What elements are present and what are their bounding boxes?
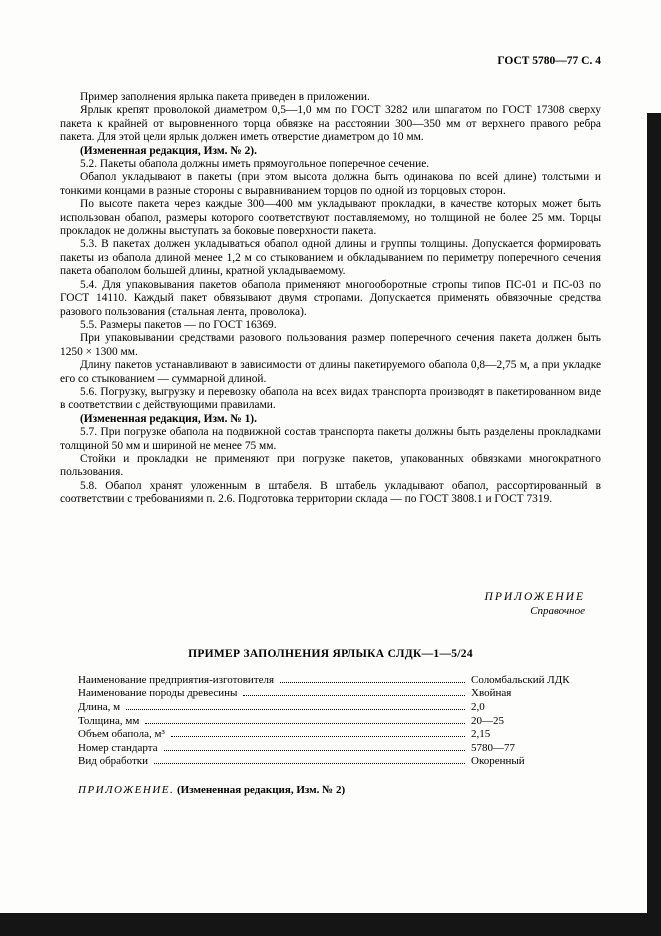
appendix-title: ПРИЛОЖЕНИЕ [484,590,585,603]
ticket-entry [78,701,583,715]
entry-label: Наименование породы древесины [78,687,238,700]
ticket-entry [78,728,583,742]
paragraph: 5.4. Для упаковывания пакетов обапола применяют многооборотные стропы типов ПС-01 и ПС-03 по ГОСТ 14110. Каждый пакет обвязывают двумя стропами. Допускается применять обвязочные средства разового пользования (стальная лента, проволока). [60,278,601,318]
appendix-heading: ПРИМЕР ЗАПОЛНЕНИЯ ЯРЛЫКА СЛДК—1—5/24 [188,648,473,661]
page-header: ГОСТ 5780—77 С. 4 [497,55,601,67]
paragraph: 5.7. При погрузке обапола на подвижной состав транспорта пакеты должны быть разделены прокладками толщиной 50 мм и шириной не менее 75 мм. [60,426,601,452]
footer-note-label: ПРИЛОЖЕНИЕ. [78,783,175,796]
entry-label: Наименование предприятия-изготовителя [78,673,275,686]
ticket-example-list [60,674,601,769]
paragraph: Обапол укладывают в пакеты (при этом высота должна быть одинакова по всей длине) толстыми и тонкими концами в разные стороны с выравниванием торцов по одной из торцовых сторон. [60,171,601,197]
paragraph: 5.8. Обапол хранят уложенным в штабеля. В штабель укладывают обапол, рассортированный в соответствии с требованиями п. 2.6. Подготовка территории склада — по ГОСТ 3808.1 и ГОСТ 7319. [60,479,601,506]
paragraph: 5.5. Размеры пакетов — по ГОСТ 16369. [80,318,277,331]
paragraph: По высоте пакета через каждые 300—400 мм укладывают прокладки, в качестве которых может быть использован обапол, размеры которого соответствуют поставляемому, но толщиной не более 25 мм. Торцы прокладок не должны выступать за боковые поверхности пакета. [60,198,601,238]
footer-note-amendment: (Измененная редакция, Изм. № 2) [176,783,346,796]
appendix-subtitle: Справочное [530,605,585,617]
document-body [60,91,601,797]
paragraph: 5.2. Пакеты обапола должны иметь прямоугольное поперечное сечение. [80,158,430,171]
dot-leader [243,694,465,696]
paragraph: Ярлык крепят проволокой диаметром 0,5—1,0 мм по ГОСТ 3282 или шпагатом по ГОСТ 17308 сверху пакета к крайней от выровненного торца обвязке на расстоянии 300—350 мм от верхнего правого ребра пакета. Для этой цели ярлык должен иметь отверстие диаметром до 10 мм. [60,104,601,144]
dot-leader [280,681,465,683]
entry-value: 2,15 [471,728,491,741]
paragraph: 5.3. В пакетах должен укладываться обапол одной длины и группы толщины. Допускается формировать пакеты из обапола длиной менее 1,2 м со стыкованием и обкладыванием по периметру поперечного сечения пакета обаполом большей длины, кратной укладываемому. [60,238,601,278]
entry-label: Номер стандарта [78,741,158,754]
appendix-footer-note [60,784,601,797]
paragraph-amendment: (Измененная редакция, Изм. № 1). [80,412,257,425]
scan-edge-right [647,113,661,936]
paragraph-amendment: (Измененная редакция, Изм. № 2). [80,144,257,157]
ticket-entry [78,755,583,769]
entry-value: 5780—77 [471,741,515,754]
appendix-label [60,591,601,619]
dot-leader [145,722,465,724]
dot-leader [126,708,465,710]
paragraph: Пример заполнения ярлыка пакета приведен в приложении. [80,91,370,103]
paragraph: Стойки и прокладки не применяют при погрузке пакетов, упакованных обвязками многократного пользования. [60,452,601,479]
entry-label: Объем обапола, м³ [78,728,165,741]
dot-leader [154,762,465,764]
entry-value: Соломбальский ЛДК [471,673,570,686]
entry-value: 2,0 [471,701,485,713]
paragraph: Длину пакетов устанавливают в зависимости от длины пакетируемого обапола 0,8—2,75 м, а при укладке его со стыкованием — суммарной длиной. [60,359,601,385]
ticket-entry [78,715,583,729]
paragraph: При упаковывании средствами разового пользования размер поперечного сечения пакета должен быть 1250 × 1300 мм. [60,332,601,358]
ticket-entry [78,742,583,756]
ticket-entry [78,674,583,688]
entry-label: Вид обработки [78,755,149,768]
scan-edge-bottom [0,913,661,936]
dot-leader [171,735,465,737]
paragraph: 5.6. Погрузку, выгрузку и перевозку обапола на всех видах транспорта производят в пакетированном виде в соответствии с действующими правилами. [60,385,601,412]
entry-label: Длина, м [78,701,121,713]
dot-leader [164,749,465,751]
entry-label: Толщина, мм [78,714,140,727]
entry-value: Хвойная [471,687,512,700]
entry-value: 20—25 [471,714,504,727]
ticket-entry [78,687,583,701]
entry-value: Окоренный [471,755,525,768]
